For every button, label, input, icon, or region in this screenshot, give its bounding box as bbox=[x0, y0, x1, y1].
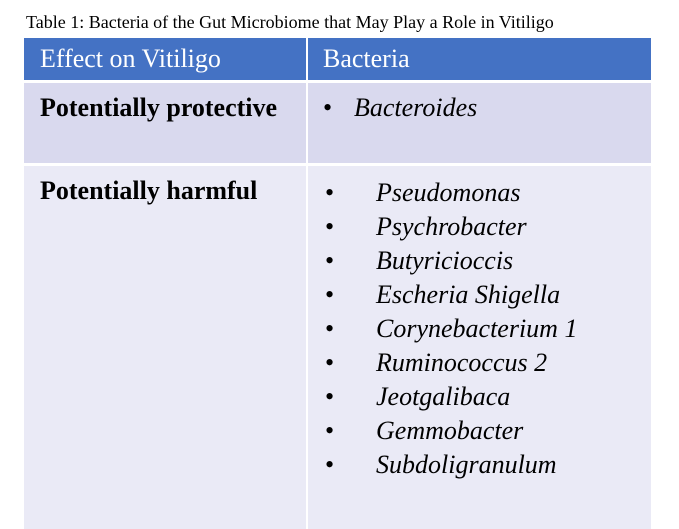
bullet-icon: • bbox=[325, 450, 335, 479]
table-caption: Table 1: Bacteria of the Gut Microbiome that May Play a Role in Vitiligo bbox=[26, 12, 554, 32]
bullet-icon: • bbox=[325, 314, 335, 343]
bacteria-name: Escheria Shigella bbox=[376, 280, 561, 309]
table-header-row bbox=[24, 38, 651, 80]
bacteria-name: Pseudomonas bbox=[376, 178, 521, 207]
header-bacteria: Bacteria bbox=[323, 44, 410, 73]
bacteria-item bbox=[325, 278, 577, 312]
bacteria-name: Gemmobacter bbox=[376, 416, 524, 445]
bullet-icon: • bbox=[325, 212, 335, 241]
bullet-icon: • bbox=[325, 416, 335, 445]
effect-cell: Potentially protective bbox=[40, 93, 278, 122]
bacteria-name: Psychrobacter bbox=[376, 212, 527, 241]
bacteria-item bbox=[325, 414, 577, 448]
table-row bbox=[24, 83, 651, 163]
header-effect-on-vitiligo: Effect on Vitiligo bbox=[40, 44, 221, 73]
bacteria-item bbox=[325, 312, 577, 346]
bullet-icon: • bbox=[325, 348, 335, 377]
bacteria-item bbox=[325, 346, 577, 380]
bullet-icon: • bbox=[323, 93, 333, 122]
column-divider bbox=[306, 83, 308, 163]
bacteria-item bbox=[325, 380, 577, 414]
column-divider bbox=[306, 166, 308, 529]
bacteria-name: Ruminococcus 2 bbox=[376, 348, 548, 377]
bacteria-list bbox=[325, 176, 577, 482]
bacteria-item bbox=[325, 210, 577, 244]
table-row bbox=[24, 166, 651, 529]
bacteria-name: Butyricioccis bbox=[376, 246, 514, 275]
bacteria-item bbox=[325, 448, 577, 482]
bacteria-item bbox=[323, 91, 477, 125]
effect-cell: Potentially harmful bbox=[40, 176, 258, 205]
bacteria-item bbox=[325, 244, 577, 278]
bullet-icon: • bbox=[325, 246, 335, 275]
column-divider bbox=[306, 38, 308, 80]
bacteria-list bbox=[323, 91, 477, 125]
bullet-icon: • bbox=[325, 280, 335, 309]
bacteria-name: Subdoligranulum bbox=[376, 450, 557, 479]
bacteria-name: Jeotgalibaca bbox=[376, 382, 511, 411]
bacteria-name: Corynebacterium 1 bbox=[376, 314, 578, 343]
bullet-icon: • bbox=[325, 178, 335, 207]
bacteria-table bbox=[24, 38, 651, 529]
bullet-icon: • bbox=[325, 382, 335, 411]
bacteria-item bbox=[325, 176, 577, 210]
bacteria-name: Bacteroides bbox=[354, 93, 478, 122]
